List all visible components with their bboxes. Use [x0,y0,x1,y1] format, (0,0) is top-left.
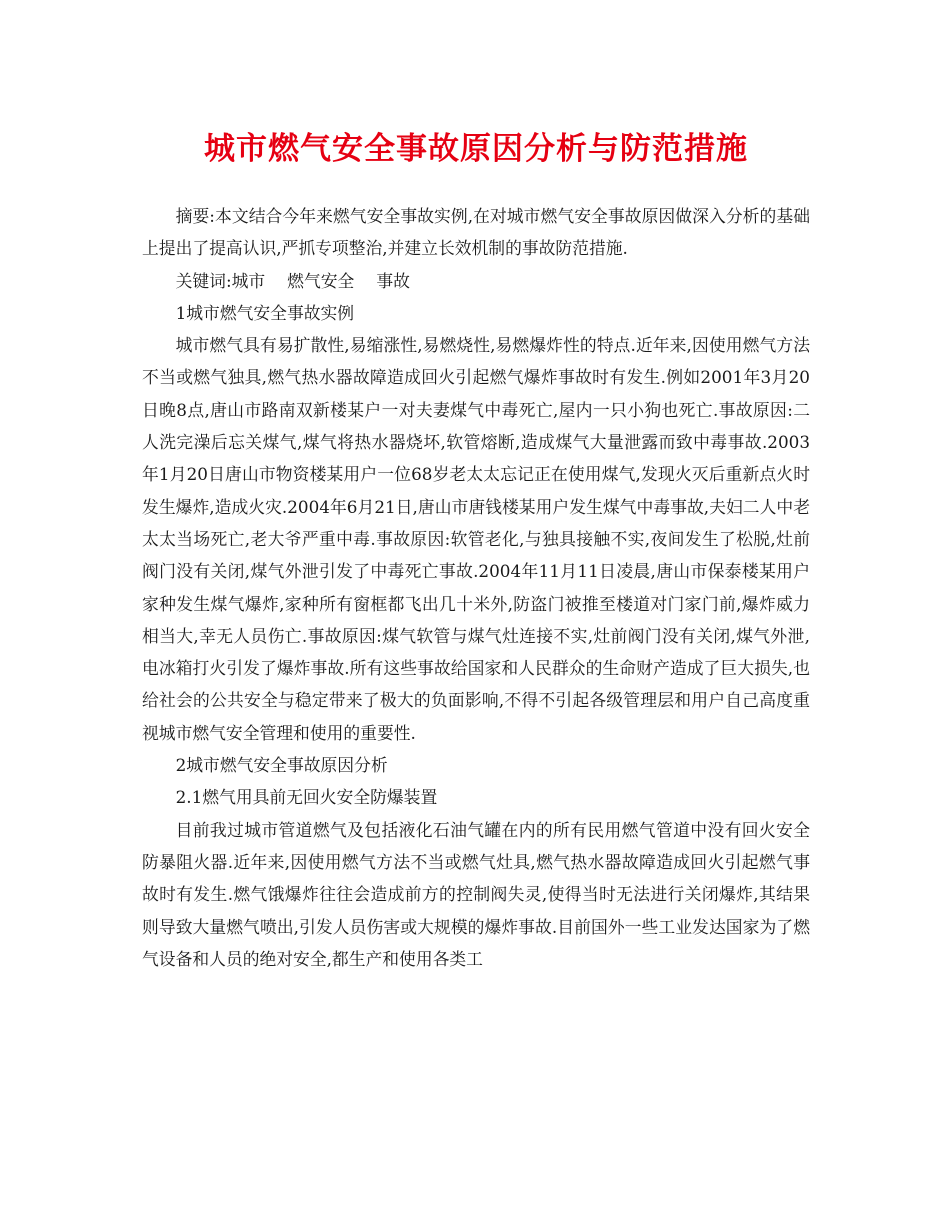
keyword-item: 事故 [376,270,410,291]
section-1-body: 城市燃气具有易扩散性,易缩涨性,易燃烧性,易燃爆炸性的特点.近年来,因使用燃气方法不当或燃气独具,燃气热水器故障造成回火引起燃气爆炸事故时有发生.例如2001年3月20日晚8点,唐山市路南双新楼某户一对夫妻煤气中毒死亡,屋内一只小狗也死亡.事故原因:二人洗完澡后忘关煤气,煤气将热水器烧坏,软管熔断,造成煤气大量泄露而致中毒事故.2003年1月20日唐山市物资楼某用户一位68岁老太太忘记正在使用煤气,发现火灭后重新点火时发生爆炸,造成火灾.2004年6月21日,唐山市唐钱楼某用户发生煤气中毒事故,夫妇二人中老太太当场死亡,老大爷严重中毒.事故原因:软管老化,与独具接触不实,夜间发生了松脱,灶前阀门没有关闭,煤气外泄引发了中毒死亡事故.2004年11月11日凌晨,唐山市保泰楼某用户家种发生煤气爆炸,家种所有窗框都飞出几十米外,防盗门被推至楼道对门家门前,爆炸威力相当大,幸无人员伤亡.事故原因:煤气软管与煤气灶连接不实,灶前阀门没有关闭,煤气外泄,电冰箱打火引发了爆炸事故.所有这些事故给国家和人民群众的生命财产造成了巨大损失,也给社会的公共安全与稳定带来了极大的负面影响,不得不引起各级管理层和用户自己高度重视城市燃气安全管理和使用的重要性. [142,335,810,743]
document-title: 城市燃气安全事故原因分析与防范措施 [204,131,748,167]
section-2-1-heading: 2.1燃气用具前无回火安全防爆装置 [175,787,438,808]
keywords-line [142,265,810,297]
section-1-heading: 1城市燃气安全事故实例 [175,302,355,323]
document-page [142,122,810,975]
abstract-paragraph: 摘要:本文结合今年来燃气安全事故实例,在对城市燃气安全事故原因做深入分析的基础上提出了提高认识,严抓专项整治,并建立长效机制的事故防范措施. [142,206,810,259]
keyword-item: 城市 [231,270,266,291]
keyword-item: 燃气安全 [287,270,355,291]
keywords-label: 关键词: [175,270,232,291]
section-2-1-body: 目前我过城市管道燃气及包括液化石油气罐在内的所有民用燃气管道中没有回火安全防暴阻火器.近年来,因使用燃气方法不当或燃气灶具,燃气热水器故障造成回火引起燃气事故时有发生.燃气饿爆炸往往会造成前方的控制阀失灵,使得当时无法进行关闭爆炸,其结果则导致大量燃气喷出,引发人员伤害或大规模的爆炸事故.目前国外一些工业发达国家为了燃气设备和人员的绝对安全,都生产和使用各类工 [142,819,810,969]
section-2-heading: 2城市燃气安全事故原因分析 [175,755,388,776]
